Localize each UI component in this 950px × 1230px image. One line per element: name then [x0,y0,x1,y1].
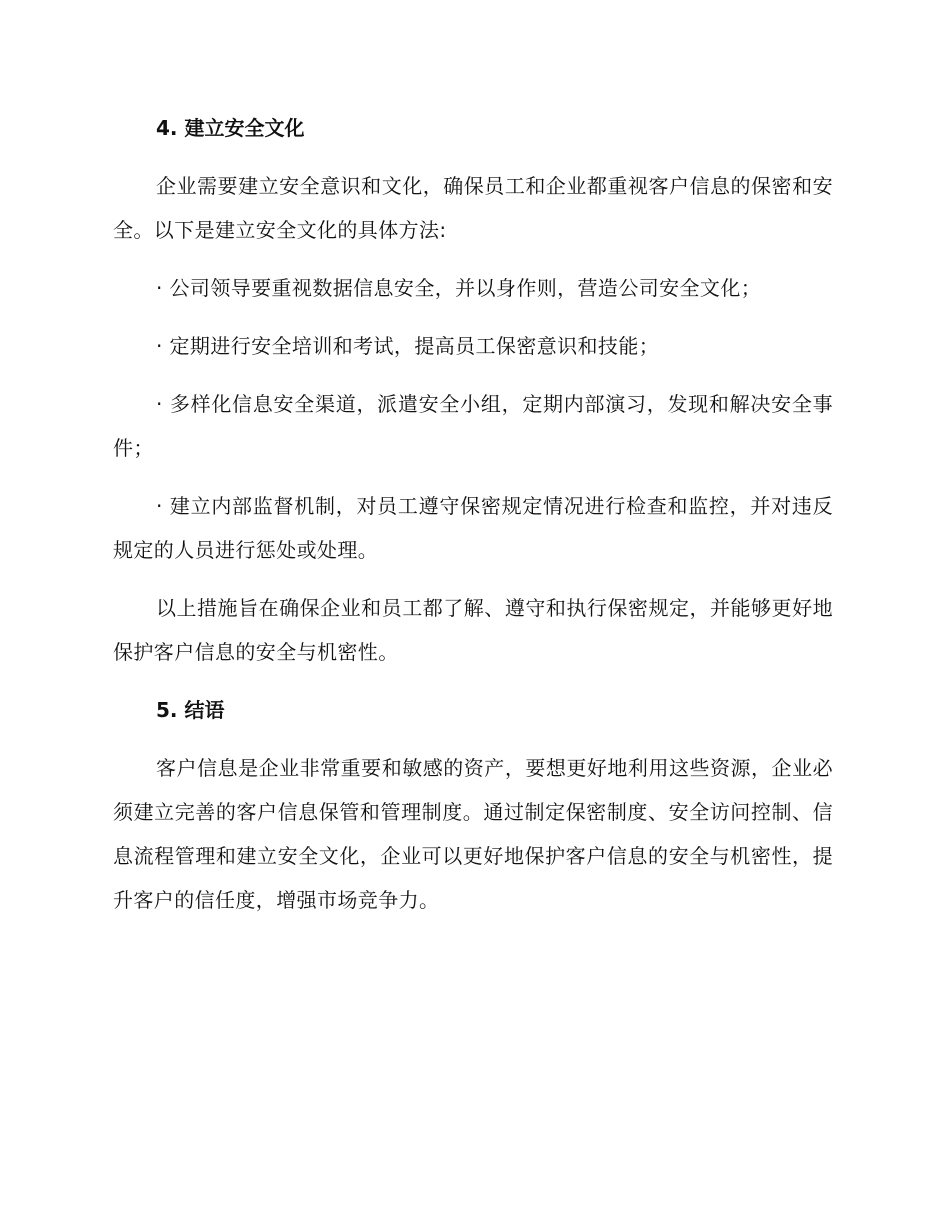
section-4-bullet-2: · 定期进行安全培训和考试，提高员工保密意识和技能； [156,334,660,358]
section-4-bullet-1: · 公司领导要重视数据信息安全，并以身作则，营造公司安全文化； [156,276,762,300]
section-4-bullet-3: · 多样化信息安全渠道，派遣安全小组，定期内部演习，发现和解决安全事件； [113,392,833,460]
section-5-heading: 5. 结语 [156,698,225,722]
section-4-bullet-4: · 建立内部监督机制，对员工遵守保密规定情况进行检查和监控，并对违反规定的人员进行惩处或处理。 [113,494,833,562]
section-4-summary: 以上措施旨在确保企业和员工都了解、遵守和执行保密规定，并能够更好地保护客户信息的安全与机密性。 [113,596,833,664]
section-4-intro: 企业需要建立安全意识和文化，确保员工和企业都重视客户信息的保密和安全。以下是建立安全文化的具体方法: [113,174,833,242]
section-4-heading: 4. 建立安全文化 [156,116,305,140]
section-5-body: 客户信息是企业非常重要和敏感的资产，要想更好地利用这些资源，企业必须建立完善的客户信息保管和管理制度。通过制定保密制度、安全访问控制、信息流程管理和建立安全文化，企业可以更好地保护客户信息的安全与机密性，提升客户的信任度，增强市场竞争力。 [113,756,833,912]
document-content [113,106,833,936]
